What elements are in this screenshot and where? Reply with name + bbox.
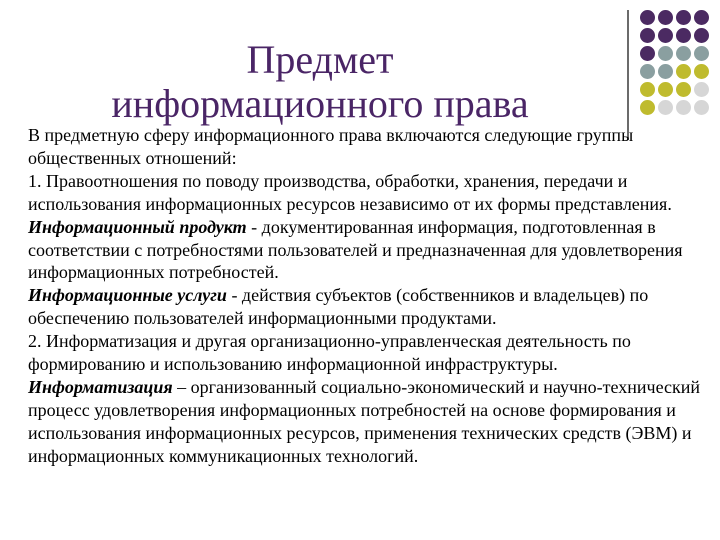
decorative-dot xyxy=(694,64,709,79)
decorative-dot xyxy=(658,46,673,61)
decorative-dot xyxy=(640,64,655,79)
decorative-dot xyxy=(658,10,673,25)
term-information-product: Информационный продукт xyxy=(28,216,247,237)
vertical-divider xyxy=(627,10,629,140)
decorative-dot xyxy=(694,100,709,115)
definition-3 xyxy=(28,376,708,468)
title-line-2: информационного права xyxy=(111,81,529,126)
decorative-dot xyxy=(658,64,673,79)
term-information-services: Информационные услуги xyxy=(28,285,227,306)
definition-2-text: - действия субъектов (собственников и владельцев) по обеспечению пользователей информационными продуктами. xyxy=(28,285,649,329)
decorative-dot xyxy=(676,82,691,97)
decorative-dot xyxy=(694,10,709,25)
decorative-dot xyxy=(658,82,673,97)
decorative-dot xyxy=(676,100,691,115)
decorative-dot xyxy=(640,100,655,115)
decorative-dot xyxy=(694,28,709,43)
definition-2 xyxy=(28,284,708,330)
term-informatization: Информатизация xyxy=(28,376,173,397)
slide-title xyxy=(60,38,580,126)
item-2-paragraph: 2. Информатизация и другая организационно-управленческая деятельность по формированию и использованию информационной инфраструктуры. xyxy=(28,331,631,375)
decorative-dot xyxy=(694,46,709,61)
decorative-dot xyxy=(694,82,709,97)
decorative-dot xyxy=(640,10,655,25)
decorative-dot xyxy=(640,46,655,61)
definition-1 xyxy=(28,216,708,285)
decorative-dot xyxy=(640,82,655,97)
definition-3-text: – организованный социально-экономический и научно-технический процесс удовлетворения информационных потребностей на основе формирования и использования информационных ресурсов, применения технических средств (ЭВМ) и информационных коммуникационных технологий. xyxy=(28,376,701,466)
decorative-dot xyxy=(676,64,691,79)
item-1-paragraph: 1. Правоотношения по поводу производства, обработки, хранения, передачи и использования информационных ресурсов независимо от их формы представления. xyxy=(28,170,672,214)
definition-1-text: - документированная информация, подготовленная в соответствии с потребностями пользователей и предназначенная для удовлетворения информационных потребностей. xyxy=(28,216,683,283)
decorative-dot-grid xyxy=(640,10,709,115)
slide-body xyxy=(28,124,708,468)
decorative-dot xyxy=(658,28,673,43)
decorative-dot xyxy=(676,10,691,25)
decorative-dot xyxy=(676,28,691,43)
decorative-dot xyxy=(658,100,673,115)
decorative-dot xyxy=(640,28,655,43)
title-line-1: Предмет xyxy=(246,37,394,82)
decorative-dot xyxy=(676,46,691,61)
intro-paragraph: В предметную сферу информационного права включаются следующие группы общественных отношений: xyxy=(28,125,634,168)
